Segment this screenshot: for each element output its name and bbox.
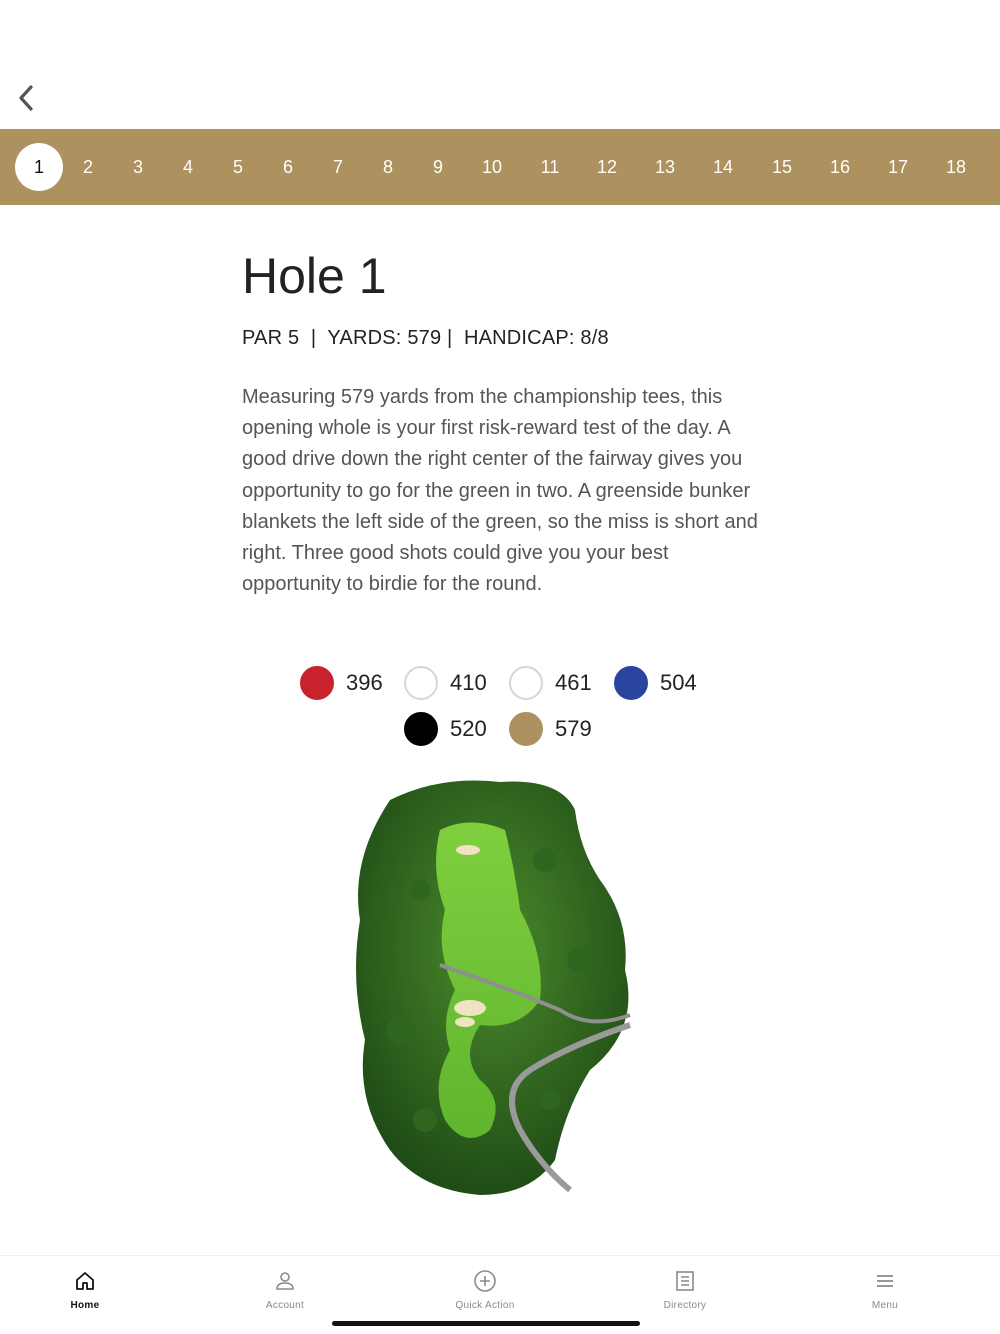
tab-label-directory: Directory	[663, 1300, 707, 1311]
hole-tab-12[interactable]: 12	[596, 156, 618, 177]
tab-label-quick-action: Quick Action	[455, 1300, 515, 1311]
hole-description: Measuring 579 yards from the championship tees, this opening whole is your first risk-reward test of the day. A good drive down the right center of the fairway gives you opportunity to go for the green in two. A greenside bunker blankets the left side of the green, so the miss is short and right. Three good shots could give you your best opportunity to birdie for the round.	[242, 386, 758, 596]
hole-tab-5[interactable]: 5	[232, 156, 243, 177]
hole-tab-2[interactable]: 2	[82, 156, 93, 177]
tab-menu[interactable]	[825, 1268, 945, 1311]
hole-map-image	[330, 770, 650, 1200]
tee-color-dot	[404, 666, 438, 700]
tab-label-menu: Menu	[871, 1300, 899, 1311]
hamburger-menu-icon	[872, 1268, 898, 1294]
hole-tab-17[interactable]: 17	[887, 156, 909, 177]
tee-yards: 410	[450, 670, 487, 695]
hole-tab-13[interactable]: 13	[654, 156, 676, 177]
hole-tab-18[interactable]: 18	[945, 156, 967, 177]
hole-tab-6[interactable]: 6	[282, 156, 293, 177]
back-button[interactable]	[10, 80, 42, 116]
hole-tab-4[interactable]: 4	[182, 156, 193, 177]
tab-directory[interactable]	[625, 1268, 745, 1311]
home-indicator	[332, 1321, 640, 1326]
hole-tab-15[interactable]: 15	[771, 156, 793, 177]
tee-color-dot	[509, 666, 543, 700]
hole-selector	[0, 129, 1000, 205]
hole-tab-14[interactable]: 14	[712, 156, 734, 177]
tee-color-dot	[509, 712, 543, 746]
tab-account[interactable]	[225, 1268, 345, 1311]
tee-yards: 520	[450, 716, 487, 741]
tee-color-dot	[300, 666, 334, 700]
hole-tab-3[interactable]: 3	[132, 156, 143, 177]
tee-red	[300, 666, 383, 700]
hole-tab-11[interactable]: 11	[540, 156, 560, 177]
page-title: Hole 1	[242, 248, 387, 304]
hole-details	[242, 245, 762, 600]
tee-yards: 396	[346, 670, 383, 695]
tab-quick-action[interactable]	[425, 1268, 545, 1311]
hole-tab-9[interactable]: 9	[432, 156, 443, 177]
tee-gold	[509, 712, 592, 746]
tab-label-account: Account	[265, 1300, 305, 1311]
user-icon	[272, 1268, 298, 1294]
tee-white	[404, 666, 487, 700]
tab-home[interactable]	[25, 1268, 145, 1311]
tee-black	[404, 712, 487, 746]
tab-label-home: Home	[70, 1300, 100, 1311]
hole-stats: PAR 5 | YARDS: 579 | HANDICAP: 8/8	[242, 327, 609, 349]
hole-tab-8[interactable]: 8	[382, 156, 393, 177]
list-document-icon	[672, 1268, 698, 1294]
plus-circle-icon	[472, 1268, 498, 1294]
hole-tab-10[interactable]: 10	[481, 156, 503, 177]
home-icon	[72, 1268, 98, 1294]
hole-tab-7[interactable]: 7	[332, 156, 343, 177]
hole-tab-16[interactable]: 16	[829, 156, 851, 177]
tee-yards: 504	[660, 670, 697, 695]
tee-yards: 461	[555, 670, 592, 695]
tee-white-2	[509, 666, 592, 700]
tee-yards: 579	[555, 716, 592, 741]
tee-color-dot	[404, 712, 438, 746]
tee-color-dot	[614, 666, 648, 700]
chevron-left-icon	[16, 84, 36, 112]
tee-blue	[614, 666, 697, 700]
hole-tab-1[interactable]: 1	[15, 143, 63, 191]
